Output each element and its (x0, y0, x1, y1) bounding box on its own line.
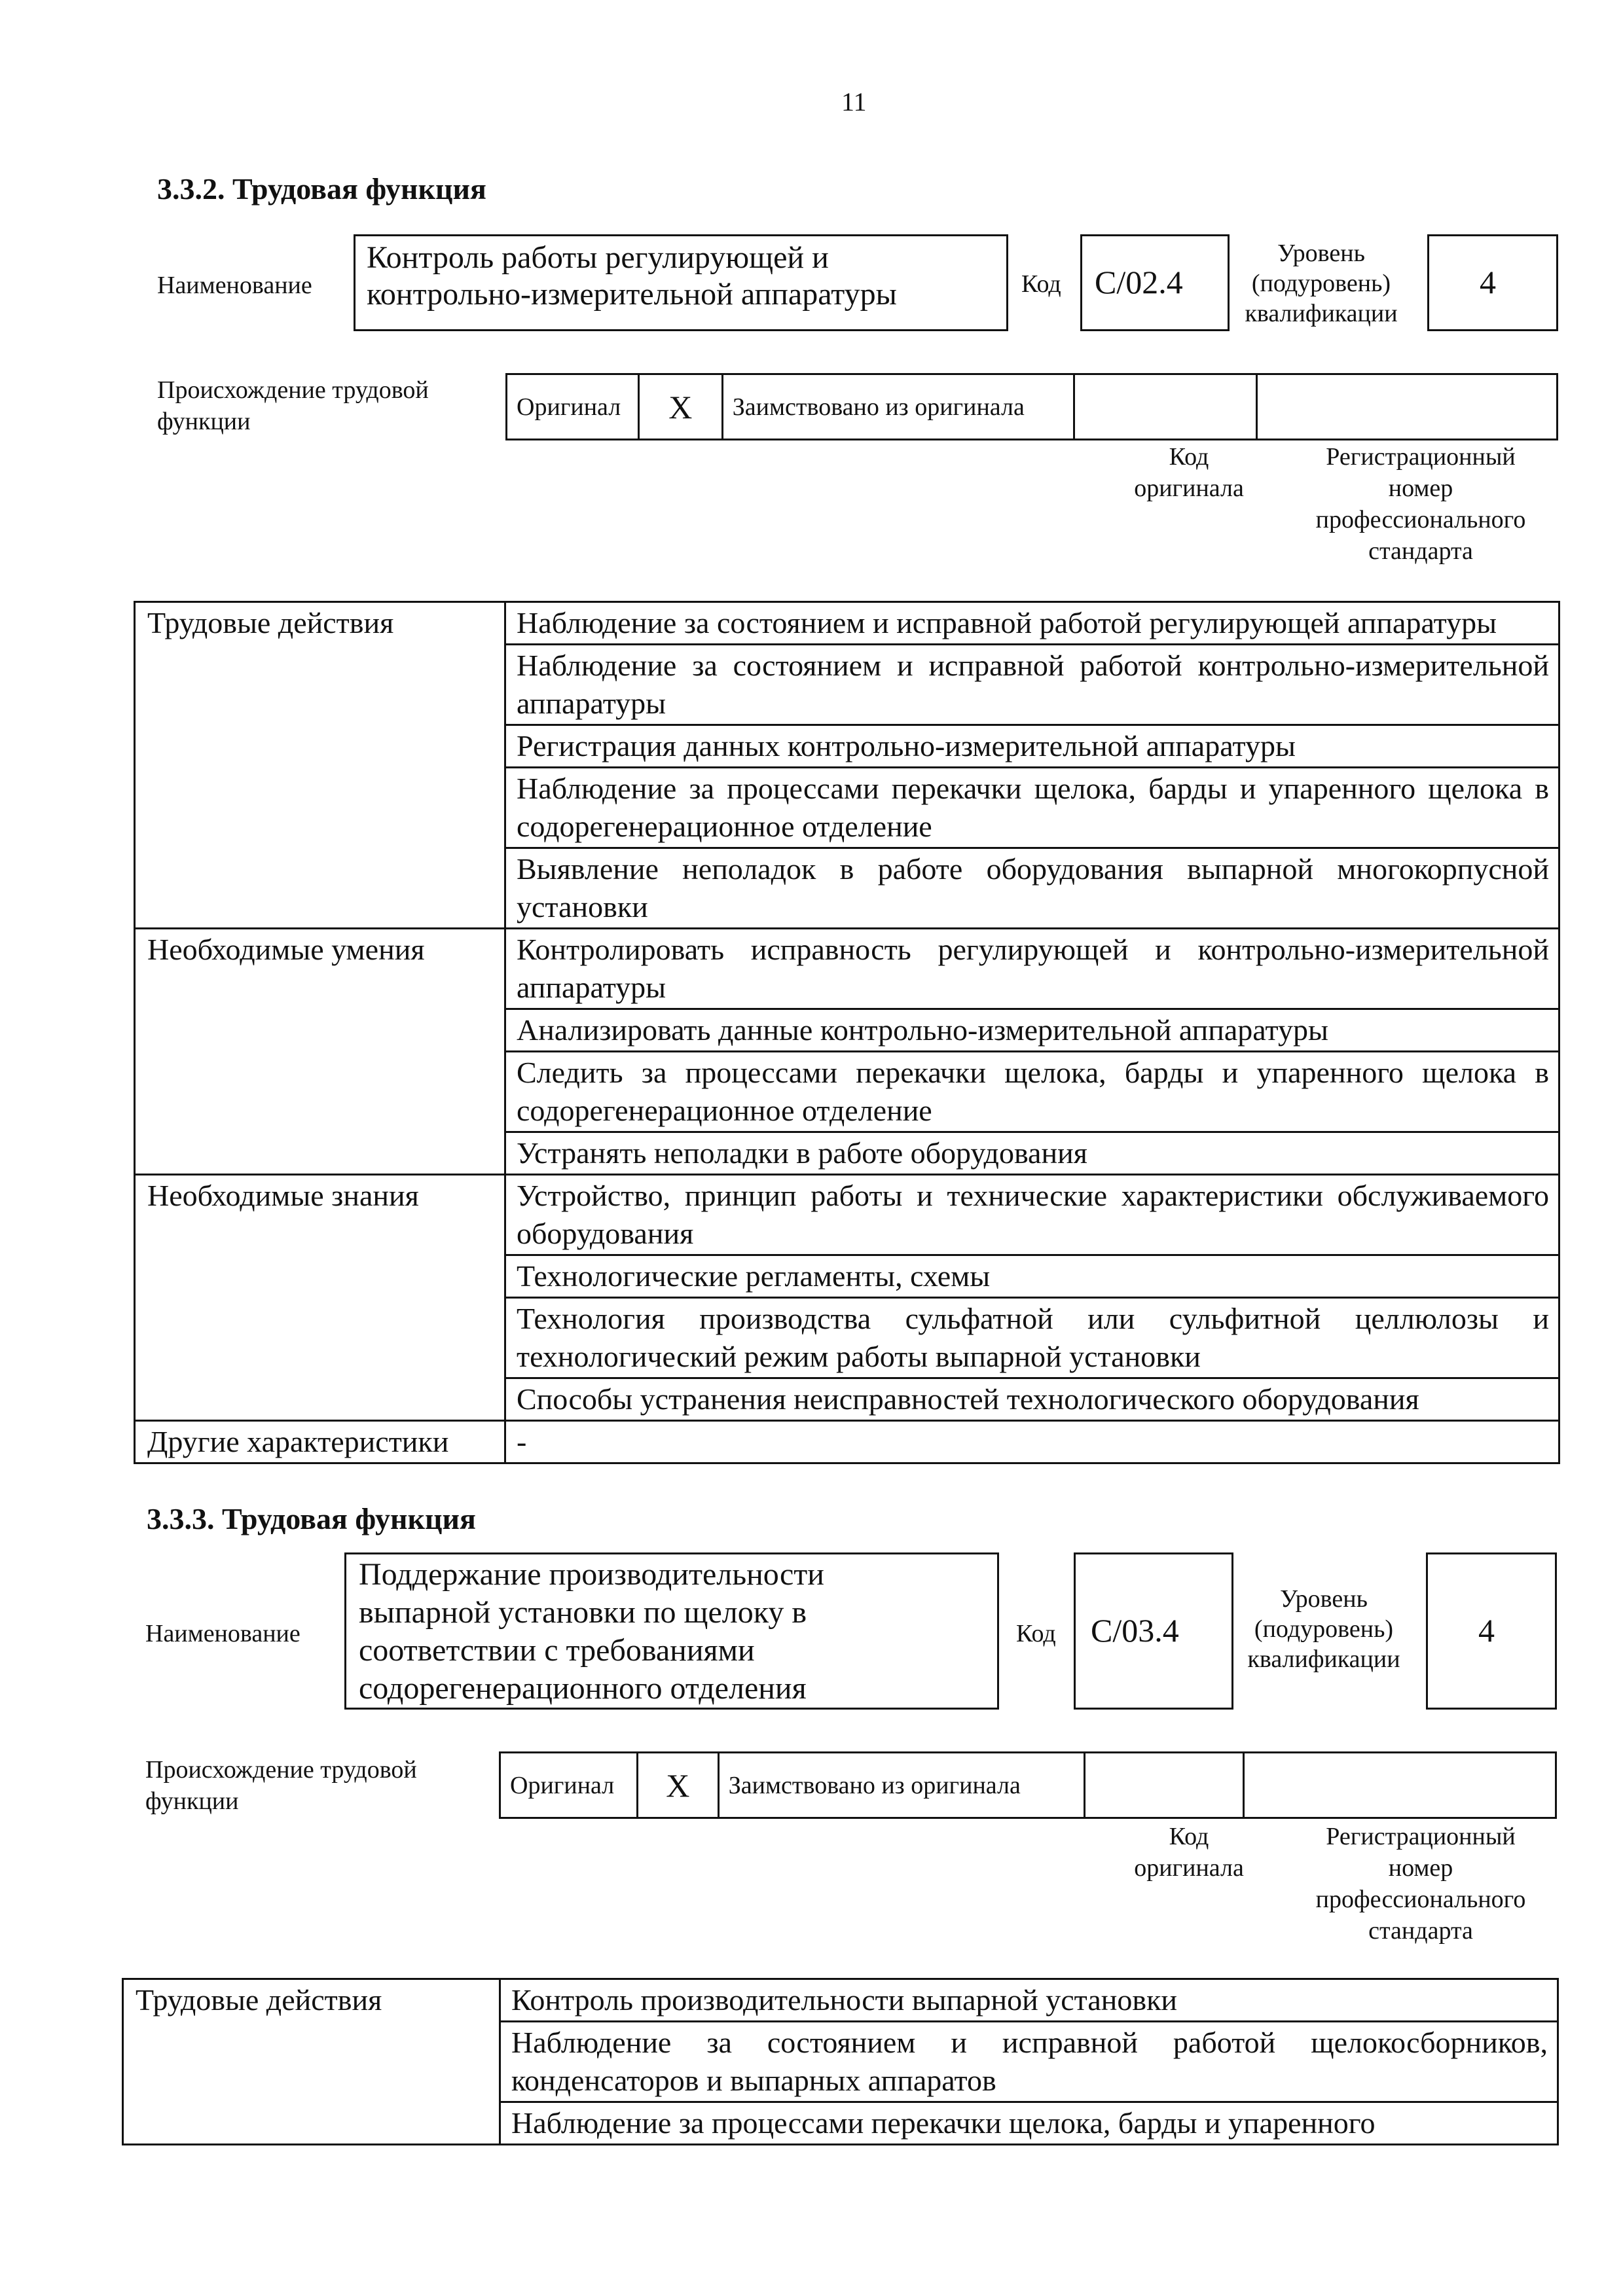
name-label: Наименование (145, 1620, 301, 1647)
origin-mark-cell: X (638, 374, 722, 440)
item-cell: Устранять неполадки в работе оборудования (505, 1132, 1559, 1175)
item-cell: Наблюдение за состоянием и исправной работой контрольно-измерительной аппаратуры (505, 645, 1559, 725)
code-value: C/03.4 (1091, 1612, 1179, 1649)
origin-borrowed-cell: Заимствовано из оригинала (722, 374, 1074, 440)
item-cell: Технология производства сульфатной или сульфитной целлюлозы и технологический режим работы выпарной установки (505, 1298, 1559, 1378)
origin-code-cell (1084, 1753, 1243, 1818)
item-cell: Выявление неполадок в работе оборудования выпарной многокорпусной установки (505, 848, 1559, 929)
item-cell: Наблюдение за состоянием и исправной работой регулирующей аппаратуры (505, 602, 1559, 645)
item-cell: Наблюдение за состоянием и исправной работой щелокосборников, конденсаторов и выпарных аппаратов (500, 2022, 1558, 2102)
origin-reg-cell (1244, 1753, 1556, 1818)
category-cell: Трудовые действия (135, 602, 505, 929)
code-label: Код (1016, 1620, 1056, 1647)
reg-number-caption: Регистрационный номер профессионального стандарта (1315, 1823, 1526, 1945)
function-name-line: контрольно-измерительной аппаратуры (367, 277, 897, 312)
code-value: C/02.4 (1095, 264, 1183, 300)
origin-table (505, 373, 1558, 440)
item-cell: Наблюдение за процессами перекачки щелока, барды и упаренного (500, 2102, 1558, 2145)
table-row (135, 1175, 1559, 1255)
code-original-caption: Код оригинала (1134, 1823, 1244, 1882)
origin-table (499, 1751, 1557, 1819)
category-cell: Необходимые умения (135, 929, 505, 1175)
origin-label: Происхождение трудовой функции (145, 1756, 417, 1815)
origin-mark-cell: X (637, 1753, 718, 1818)
page-number: 11 (841, 87, 867, 117)
item-cell: Устройство, принцип работы и технические характеристики обслуживаемого оборудования (505, 1175, 1559, 1255)
origin-original-cell: Оригинал (507, 374, 639, 440)
item-cell: Наблюдение за процессами перекачки щелока, барды и упаренного щелока в содорегенерационное отделение (505, 768, 1559, 848)
function-name-line: Поддержание производительности (359, 1557, 824, 1592)
origin-original-cell: Оригинал (500, 1753, 638, 1818)
item-cell: Анализировать данные контрольно-измерительной аппаратуры (505, 1009, 1559, 1052)
function-name-line: содорегенерационного отделения (359, 1671, 807, 1706)
category-cell: Необходимые знания (135, 1175, 505, 1421)
level-value: 4 (1478, 1612, 1495, 1649)
item-cell: Контролировать исправность регулирующей и контрольно-измерительной аппаратуры (505, 929, 1559, 1009)
level-label: Уровень (подуровень) квалификации (1245, 240, 1398, 327)
item-cell: Регистрация данных контрольно-измерительной аппаратуры (505, 725, 1559, 768)
function-name-line: Контроль работы регулирующей и (367, 240, 829, 275)
item-cell: - (505, 1421, 1559, 1463)
section-title: 3.3.3. Трудовая функция (147, 1502, 476, 1535)
category-cell: Трудовые действия (123, 1979, 500, 2145)
table-row (135, 929, 1559, 1009)
section-title: 3.3.2. Трудовая функция (157, 172, 486, 206)
item-cell: Технологические регламенты, схемы (505, 1255, 1559, 1298)
function-table (134, 601, 1560, 1464)
origin-code-cell (1074, 374, 1256, 440)
item-cell: Контроль производительности выпарной установки (500, 1979, 1558, 2022)
origin-reg-cell (1257, 374, 1558, 440)
name-label: Наименование (157, 272, 312, 299)
function-table (122, 1978, 1559, 2145)
origin-borrowed-cell: Заимствовано из оригинала (718, 1753, 1084, 1818)
code-label: Код (1021, 270, 1061, 298)
function-name-line: соответствии с требованиями (359, 1633, 755, 1668)
level-value: 4 (1480, 264, 1496, 300)
reg-number-caption: Регистрационный номер профессионального стандарта (1315, 443, 1526, 565)
code-original-caption: Код оригинала (1134, 443, 1244, 502)
table-row (135, 602, 1559, 645)
table-row (135, 1421, 1559, 1463)
item-cell: Способы устранения неисправностей технологического оборудования (505, 1378, 1559, 1421)
level-label: Уровень (подуровень) квалификации (1247, 1585, 1400, 1673)
function-name-line: выпарной установки по щелоку в (359, 1595, 807, 1630)
origin-label: Происхождение трудовой функции (157, 376, 429, 435)
item-cell: Следить за процессами перекачки щелока, барды и упаренного щелока в содорегенерационное отделение (505, 1052, 1559, 1132)
table-row (123, 1979, 1558, 2022)
category-cell: Другие характеристики (135, 1421, 505, 1463)
